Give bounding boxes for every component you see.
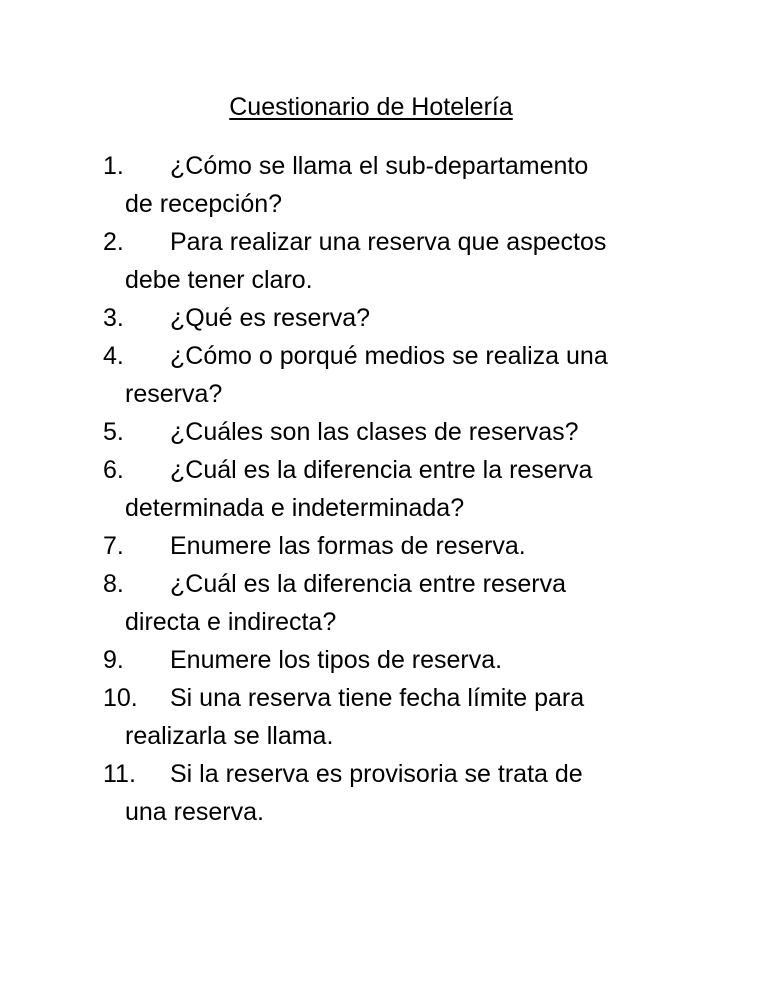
question-number: 3. [103,304,124,332]
question-text: Enumere las formas de reserva. [170,532,526,560]
question-number: 2. [103,228,124,256]
question-text-continued: directa e indirecta? [125,608,337,636]
question-item-2 [103,223,663,299]
question-text-continued: debe tener claro. [125,266,313,294]
document-title: Cuestionario de Hotelería [229,93,513,121]
question-number: 8. [103,570,124,598]
question-text: ¿Cuál es la diferencia entre la reserva [170,456,593,484]
question-text-continued: realizarla se llama. [125,722,334,750]
question-item-8 [103,565,663,641]
question-text: Enumere los tipos de reserva. [170,646,503,674]
question-item-9 [103,641,663,679]
question-number: 9. [103,646,124,674]
question-number: 1. [103,152,124,180]
question-text: ¿Qué es reserva? [170,304,371,332]
question-text: ¿Cómo o porqué medios se realiza una [170,342,608,370]
question-text: Para realizar una reserva que aspectos [170,228,607,256]
question-list [103,147,663,831]
question-number: 11. [103,760,136,788]
question-item-3 [103,299,663,337]
question-text: Si una reserva tiene fecha límite para [170,684,585,712]
question-item-4 [103,337,663,413]
question-text: ¿Cuáles son las clases de reservas? [170,418,579,446]
question-item-5 [103,413,663,451]
question-text: ¿Cuál es la diferencia entre reserva [170,570,567,598]
question-item-1 [103,147,663,223]
question-number: 4. [103,342,124,370]
question-number: 10. [103,684,138,712]
question-item-6 [103,451,663,527]
question-text-continued: reserva? [125,380,223,408]
question-text-continued: determinada e indeterminada? [125,494,465,522]
question-item-11 [103,755,663,831]
question-number: 7. [103,532,124,560]
question-text: Si la reserva es provisoria se trata de [170,760,583,788]
question-text: ¿Cómo se llama el sub-departamento [170,152,589,180]
question-text-continued: de recepción? [125,190,283,218]
question-number: 5. [103,418,124,446]
question-number: 6. [103,456,124,484]
question-item-7 [103,527,663,565]
question-text-continued: una reserva. [125,798,264,826]
question-item-10 [103,679,663,755]
